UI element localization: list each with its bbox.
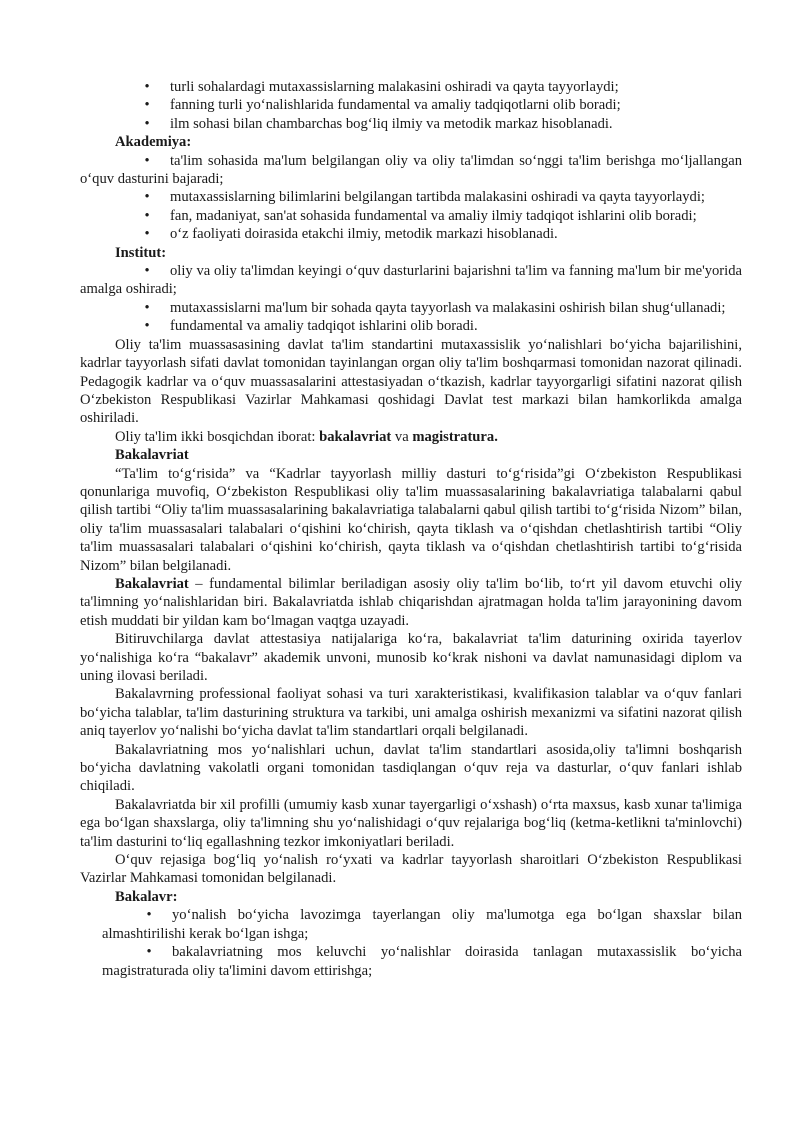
bullet-icon: • (144, 207, 150, 224)
list-item: • bakalavriatning mos keluvchi yo‘nalishlar doirasida tanlagan mutaxassislik bo‘yicha magistraturada oliy ta'limini davom ettirishga; (102, 944, 742, 979)
list-item: • o‘z faoliyati doirasida etakchi ilmiy, metodik markazi hisoblanadi. (0, 225, 800, 243)
bullet-icon: • (146, 907, 152, 924)
bullet-icon: • (146, 944, 152, 961)
paragraph: Bakalavrning professional faoliyat sohasi va turi xarakteristikasi, kvalifikasion talablar va o‘quv fanlari bo‘yicha talablar, ta'lim dasturining struktura va tarkibi, uni amalga oshirish mexanizmi va sifatini nazorat qilish aniq tayerlov yo‘nalishi bo‘yicha davlat ta'lim standartlari orqali belgilanadi. (80, 686, 742, 740)
institut-heading: Institut: (115, 244, 167, 261)
paragraph: Oliy ta'lim ikki bosqichdan iborat: bakalavriat va magistratura. (115, 428, 498, 445)
list-item: • turli sohalardagi mutaxassislarning malakasini oshiradi va qayta tayyorlaydi; (0, 78, 800, 96)
bold-term: Bakalavriat (115, 575, 189, 592)
akademiya-heading: Akademiya: (115, 134, 192, 151)
bold-term: magistratura. (412, 428, 498, 445)
list-item: • fan, madaniyat, san'at sohasida fundamental va amaliy ilmiy tadqiqot ishlarini olib boradi; (0, 207, 800, 225)
paragraph: Bitiruvchilarga davlat attestasiya natijalariga ko‘ra, bakalavriat ta'lim daturining oxirida tayerlov yo‘nalishiga ko‘ra “bakalavr” akademik unvoni, munosib ko‘krak nishoni va davlat namunasidagi diplom va uning ilovasi beriladi. (80, 631, 742, 684)
bullet-icon: • (144, 318, 150, 335)
bakalavr-heading: Bakalavr: (115, 888, 178, 905)
list-item: • fundamental va amaliy tadqiqot ishlarini olib boradi. (0, 317, 800, 335)
bullet-icon: • (144, 263, 150, 280)
paragraph: O‘quv rejasiga bog‘liq yo‘nalish ro‘yxati va kadrlar tayyorlash sharoitlari O‘zbekiston Respublikasi Vazirlar Mahkamasi tomonidan belgilanadi. (80, 852, 742, 887)
list-item: • fanning turli yo‘nalishlarida fundamental va amaliy tadqiqotlarni olib boradi; (0, 96, 800, 114)
bold-term: bakalavriat (319, 428, 392, 445)
bullet-icon: • (144, 226, 150, 243)
list-item: • ilm sohasi bilan chambarchas bog‘liq ilmiy va metodik markaz hisoblanadi. (0, 115, 800, 133)
paragraph: Bakalavriatning mos yo‘nalishlari uchun, davlat ta'lim standartlari asosida,oliy ta'limni boshqarish bo‘yicha davlatning vakolatli organi tomonidan tasdiqlangan o‘quv reja va dasturlar, o‘quv fanlari ishlab chiqiladi. (80, 741, 742, 795)
paragraph: “Ta'lim to‘g‘risida” va “Kadrlar tayyorlash milliy dasturi to‘g‘risida”gi O‘zbekiston Respublikasi qonunlariga muvofiq, O‘zbekiston Respublikasi oliy ta'lim muassasalarining bakalavriatiga talabalarni qabul qilish tartibi “Oliy ta'lim muassasalarining bakalavriatiga talabalarni qabul qilish tartibi to‘g‘risida Nizom” bilan, oliy ta'lim muassasalari talabalari o‘qishini ko‘chirish, qayta tiklash va o‘qishdan chetlashtirish tartibi “Oliy ta'lim muassasalari talabalari o‘qishini ko‘chirish, qayta tiklash va o‘qishdan chetlashtirish tartibi to‘g‘risida Nizom” bilan belgilanadi. (80, 465, 742, 574)
top-list (0, 78, 800, 980)
bullet-icon: • (144, 189, 150, 206)
paragraph: Oliy ta'lim muassasasining davlat ta'lim standartini mutaxassislik yo‘nalishlari bo‘yicha bajarilishini, kadrlar tayyorlash sifati davlat tomonidan tayinlangan organ oliy ta'lim boshqarmasi tomonidan nazorat qilinadi. Pedagogik kadrlar va o‘quv muassasalarini attestasiyadan o‘tkazish, kadrlar tayyorgarligi sifatini nazorat qilish O‘zbekiston Respublikasi Vazirlar Mahkamasi qoshidagi Davlat test markazi bilan hamkorlikda amalga oshiriladi. (80, 336, 742, 427)
list-item: • yo‘nalish bo‘yicha lavozimga tayerlangan oliy ma'lumotga ega bo‘lgan shaxslar bilan almashtirilishi kerak bo‘lgan ishga; (102, 907, 742, 942)
bullet-icon: • (144, 115, 150, 132)
paragraph: Bakalavriat – fundamental bilimlar beriladigan asosiy oliy ta'lim bo‘lib, to‘rt yil davom etuvchi oliy ta'limning yo‘nalishlaridan biri. Bakalavriatda ishlab chiqarishdan ajratmagan holda ta'lim jarayonining davom etish muddati bir yildan kam bo‘lmagan vaqtga uzayadi. (80, 575, 742, 629)
bullet-icon: • (144, 79, 150, 95)
paragraph: Bakalavriatda bir xil profilli (umumiy kasb xunar tayergarligi o‘xshash) o‘rta maxsus, kasb xunar ta'limiga ega bo‘lgan shaxslarga, oliy ta'limning shu yo‘nalishidagi o‘quv rejalariga bog‘liq (ketma-ketlikni ta'minlovchi) ta'lim dasturini to‘liq egallashning tezkor imkoniyatlari beriladi. (80, 796, 742, 850)
bakalavriat-heading: Bakalavriat (115, 447, 189, 464)
bullet-icon: • (144, 97, 150, 114)
list-item: • oliy va oliy ta'limdan keyingi o‘quv dasturlarini bajarishni ta'lim va fanning ma'lum bir me'yorida amalga oshiradi; (80, 263, 742, 298)
list-item: • mutaxassislarni ma'lum bir sohada qayta tayyorlash va malakasini oshirish bilan shug‘ullanadi; (0, 299, 800, 317)
bullet-icon: • (144, 299, 150, 316)
bullet-icon: • (144, 152, 150, 169)
list-item: • ta'lim sohasida ma'lum belgilangan oliy va oliy ta'limdan so‘nggi ta'lim berishga mo‘ljallangan o‘quv dasturini bajaradi; (80, 152, 742, 188)
list-item: • mutaxassislarning bilimlarini belgilangan tartibda malakasini oshiradi va qayta tayyorlaydi; (0, 188, 800, 206)
